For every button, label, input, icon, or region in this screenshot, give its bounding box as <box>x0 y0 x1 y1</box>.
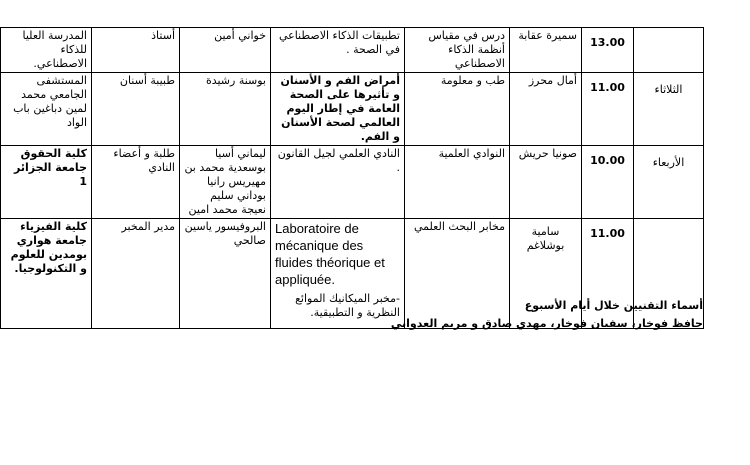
activity-cell: درس في مقياس أنظمة الذكاء الاصطناعي <box>405 28 510 73</box>
lab-title-latin: Laboratoire de mécanique des fluides théorique et appliquée. <box>275 221 385 287</box>
table-row <box>1 146 704 219</box>
schedule-table <box>0 27 704 329</box>
time-cell: 10.00 <box>582 146 634 219</box>
venue-cell: المستشفى الجامعي محمد لمين دباغين باب الواد <box>1 73 92 146</box>
activity-cell: طب و معلومة <box>405 73 510 146</box>
venue-cell: كلية الفيزياء جامعة هواري بومدين للعلوم و التكنولوجيا. <box>1 219 92 329</box>
activity-cell: النوادي العلمية <box>405 146 510 219</box>
presenter-cell: سميرة عقابة <box>510 28 582 73</box>
title-cell: تطبيقات الذكاء الاصطناعي في الصحة . <box>271 28 405 73</box>
guests-cell: البروفيسور ياسين صالحي <box>180 219 271 329</box>
technicians-heading: أسماء التقنيين خلال أيام الأسبوع <box>524 299 703 312</box>
venue-cell: كلية الحقوق جامعة الجزائر 1 <box>1 146 92 219</box>
guest-role-cell: أستاذ <box>92 28 180 73</box>
technicians-names: حافظ فوخار، سفيان فوخار، مهدي صادق و مريم العدواني <box>390 317 703 330</box>
lab-title-arabic: -مخبر الميكانيك الموائع النظرية و التطبيقية. <box>295 292 400 319</box>
guests-cell: ليماني أسيا بوسعدية محمد بن مهيريس رانيا بوداني سليم نعيجة محمد امين <box>180 146 271 219</box>
guests-cell: خواني أمين <box>180 28 271 73</box>
day-cell: الأربعاء <box>634 146 704 219</box>
table-row <box>1 73 704 146</box>
time-cell: 13.00 <box>582 28 634 73</box>
time-cell: 11.00 <box>582 219 634 329</box>
day-cell <box>634 28 704 73</box>
table-row <box>1 28 704 73</box>
presenter-cell: أمال محرز <box>510 73 582 146</box>
time-cell: 11.00 <box>582 73 634 146</box>
presenter-cell: سامية بوشلاغم <box>510 219 582 329</box>
presenter-cell: صونيا حريش <box>510 146 582 219</box>
guests-cell: بوسنة رشيدة <box>180 73 271 146</box>
venue-cell: المدرسة العليا للذكاء الاصطناعي. <box>1 28 92 73</box>
day-cell: الثلاثاء <box>634 73 704 146</box>
title-cell: أمراض الفم و الأسنان و تأثيرها على الصحة العامة في إطار اليوم العالمي لصحة الأسنان و الفم. <box>271 73 405 146</box>
guest-role-cell: طبيبة أسنان <box>92 73 180 146</box>
guest-role-cell: طلبة و أعضاء النادي <box>92 146 180 219</box>
title-cell: النادي العلمي لجيل القانون . <box>271 146 405 219</box>
guest-role-cell: مدير المخبر <box>92 219 180 329</box>
activity-cell: مخابر البحث العلمي <box>405 219 510 329</box>
